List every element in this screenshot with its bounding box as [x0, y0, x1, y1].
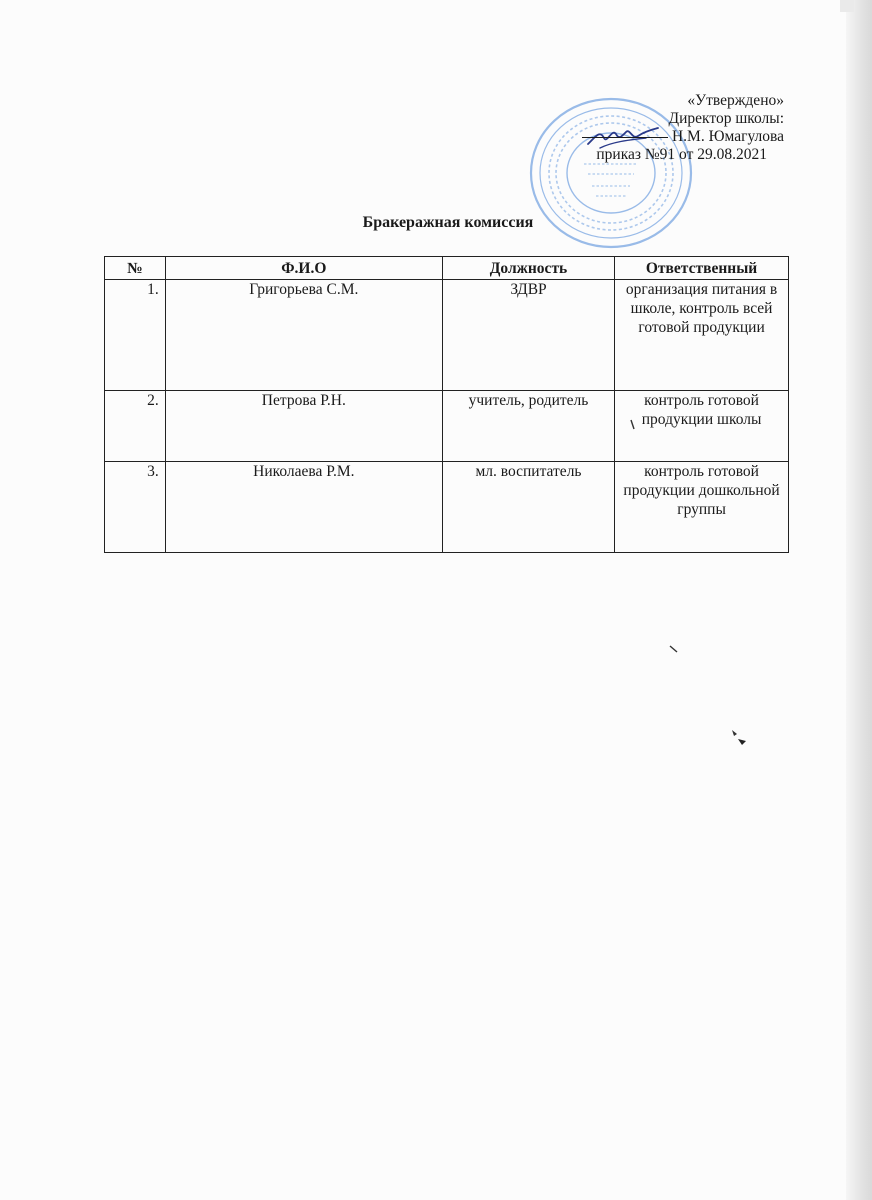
- director-name: Н.М. Юмагулова: [671, 128, 784, 145]
- row-responsibility: контроль готовой продукции дошкольной группы: [615, 462, 789, 553]
- row-position: мл. воспитатель: [442, 462, 614, 553]
- row-responsibility: организация питания в школе, контроль всей готовой продукции: [615, 280, 789, 391]
- header-position: Должность: [442, 257, 614, 280]
- header-responsibility: Ответственный: [615, 257, 789, 280]
- approved-label: «Утверждено»: [687, 92, 784, 109]
- table-row: [105, 462, 789, 553]
- director-name-line: [582, 128, 784, 146]
- table-row: [105, 280, 789, 391]
- row-position: ЗДВР: [442, 280, 614, 391]
- order-reference: приказ №91 от 29.08.2021: [596, 146, 767, 163]
- page-title: Бракеражная комиссия: [362, 214, 534, 231]
- row-number: 3.: [105, 462, 166, 553]
- row-name: Николаева Р.М.: [165, 462, 442, 553]
- page-corner: [840, 0, 854, 12]
- approval-block: [582, 92, 784, 164]
- page-edge-shadow: [846, 0, 872, 1200]
- committee-table: [104, 256, 789, 553]
- table-header-row: [105, 257, 789, 280]
- row-responsibility: контроль готовой продукции школы: [615, 391, 789, 462]
- row-number: 2.: [105, 391, 166, 462]
- row-name: Петрова Р.Н.: [165, 391, 442, 462]
- row-position: учитель, родитель: [442, 391, 614, 462]
- scan-speck: [668, 644, 680, 654]
- scan-speck: [728, 726, 752, 748]
- header-number: №: [105, 257, 166, 280]
- row-name: Григорьева С.М.: [165, 280, 442, 391]
- row-number: 1.: [105, 280, 166, 391]
- scan-speck: [628, 418, 638, 432]
- table-row: [105, 391, 789, 462]
- director-position: Директор школы:: [668, 110, 784, 127]
- signature-line: [582, 137, 668, 138]
- header-name: Ф.И.О: [165, 257, 442, 280]
